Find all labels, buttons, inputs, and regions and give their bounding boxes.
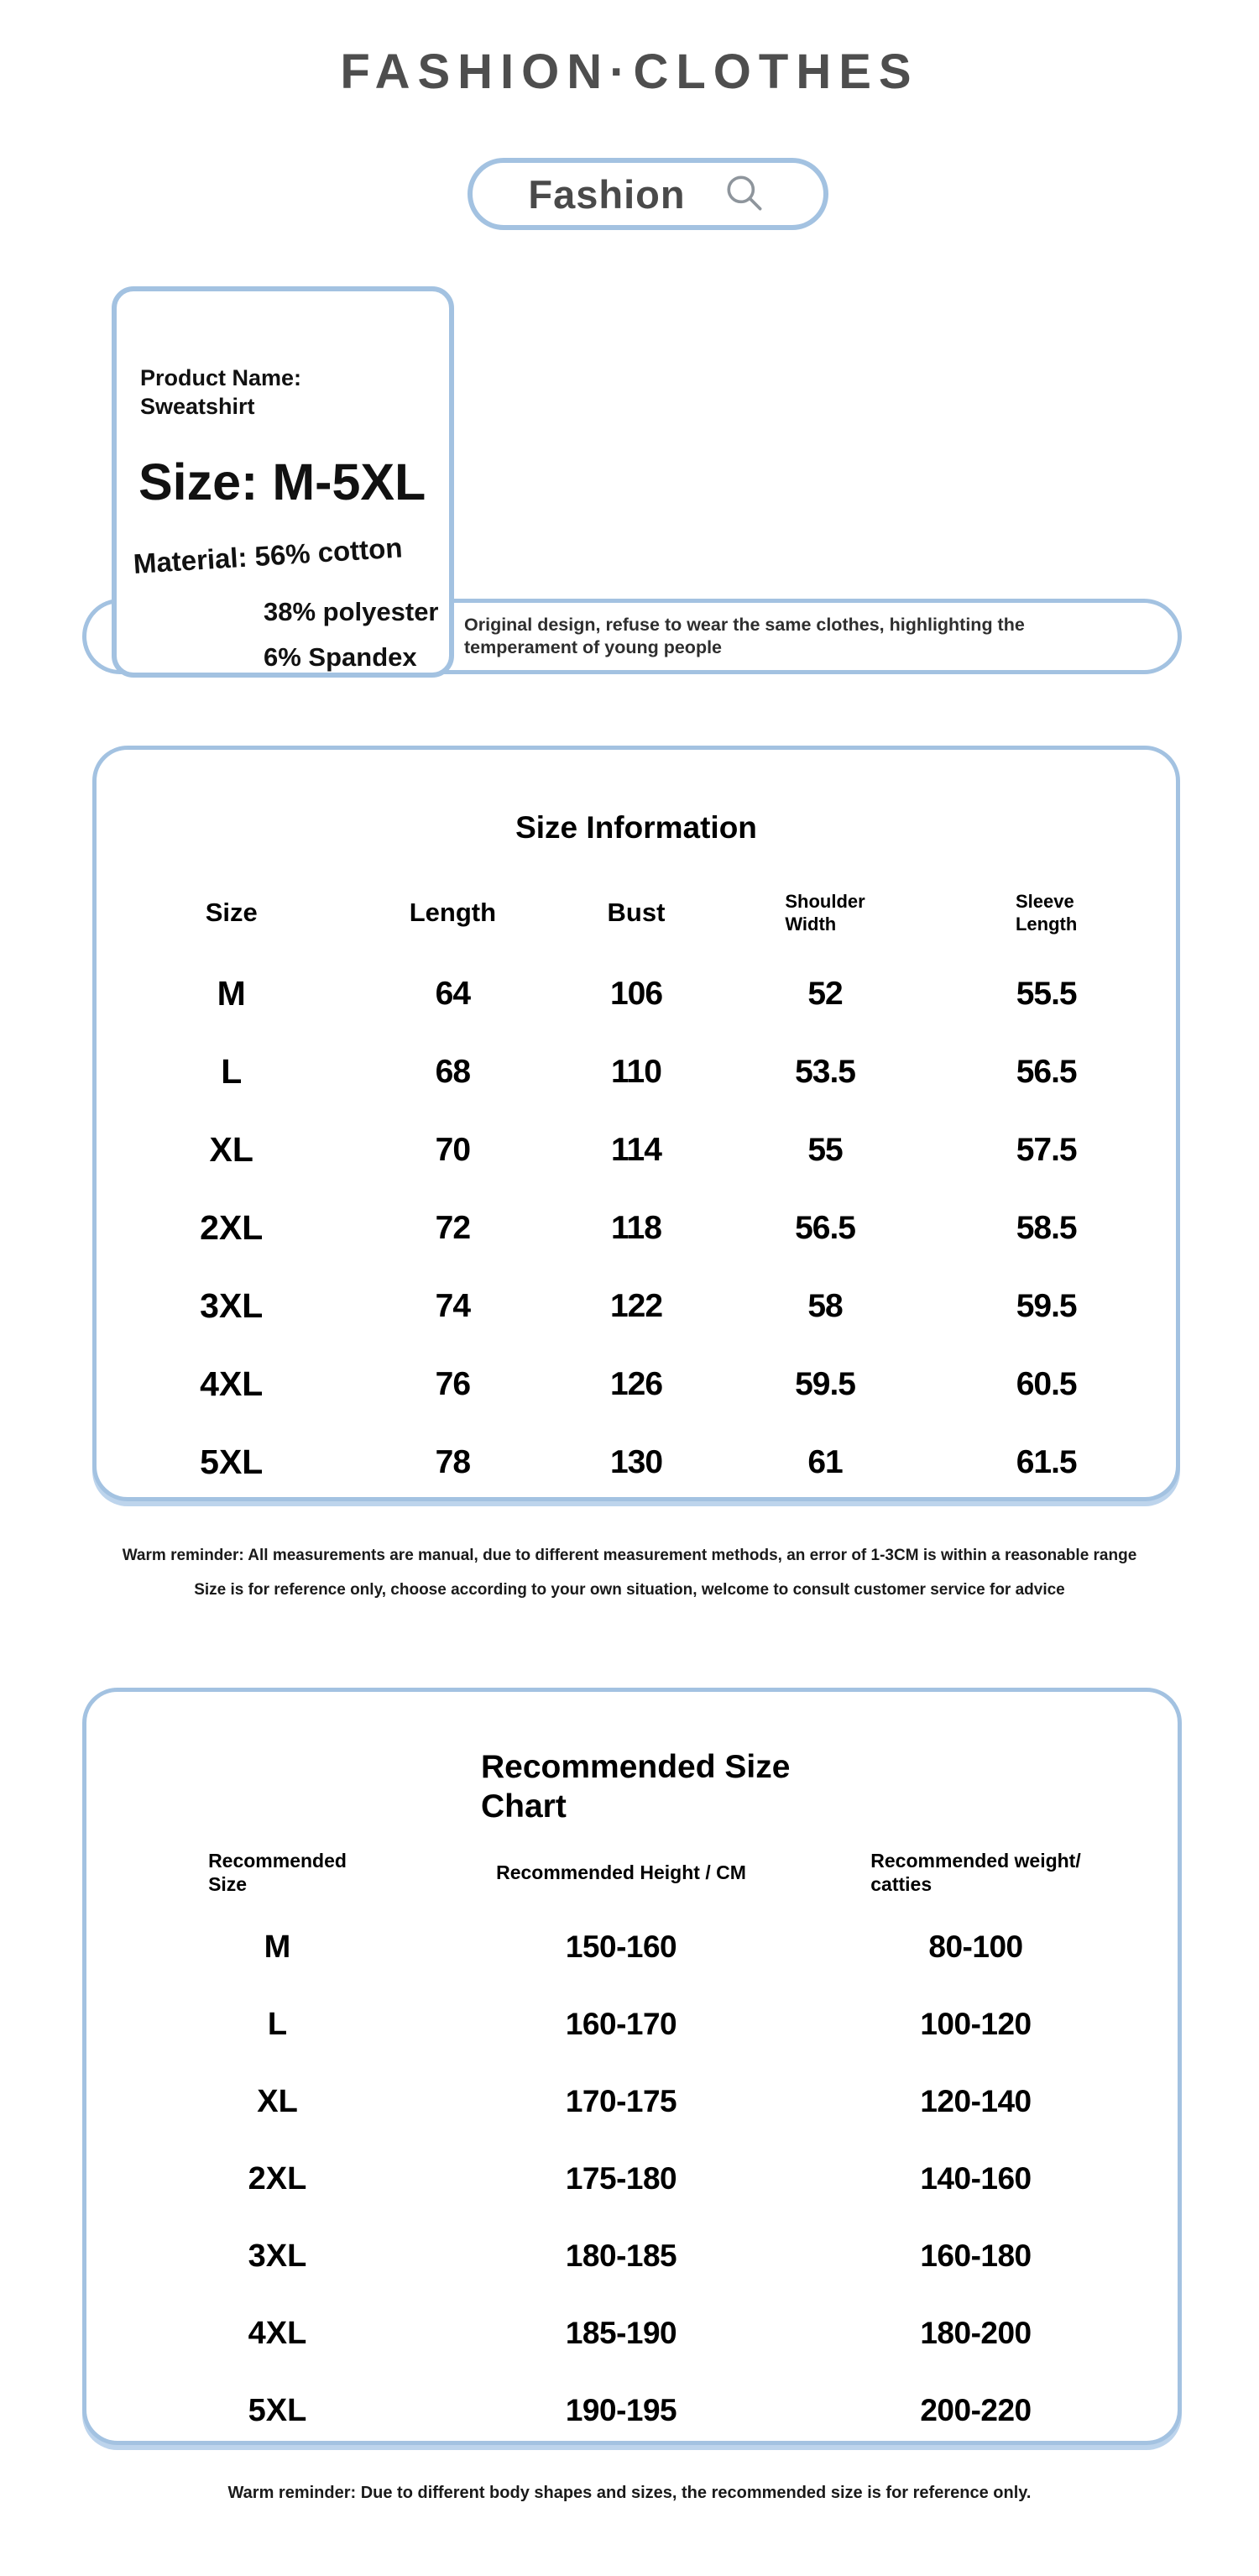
table-cell: 175-180 (565, 2161, 677, 2196)
table-cell: 58.5 (1016, 1209, 1077, 1246)
table-cell: 4XL (200, 1364, 264, 1403)
column-header-recommended-weight: Recommended weight/ catties (870, 1850, 1081, 1895)
column-header-bust: Bust (607, 898, 666, 927)
table-cell: 160-170 (565, 2007, 677, 2041)
table-cell: 59.5 (1016, 1287, 1077, 1324)
search-icon[interactable] (723, 171, 768, 217)
table-cell: L (267, 2006, 288, 2042)
table-cell: 180-200 (920, 2316, 1032, 2350)
table-cell: 2XL (248, 2160, 307, 2196)
product-name-label: Product Name: (140, 365, 302, 390)
table-cell: 160-180 (920, 2238, 1032, 2273)
size-warm-reminder (0, 1547, 1259, 1615)
table-cell: 106 (609, 975, 663, 1012)
column-header-recommended-size: Recommended Size (208, 1850, 347, 1895)
table-cell: 118 (611, 1209, 661, 1246)
column-header-length: Length (409, 898, 497, 927)
table-cell: 190-195 (565, 2393, 677, 2427)
table-cell: 185-190 (565, 2316, 677, 2350)
table-cell: L (221, 1052, 243, 1091)
material-line-3: 6% Spandex (264, 642, 417, 672)
column-header-shoulder-width: Shoulder Width (785, 891, 865, 935)
table-cell: 180-185 (565, 2238, 677, 2273)
search-label: Fashion (528, 171, 686, 217)
recommended-chart-title: Recommended Size Chart (481, 1749, 791, 1825)
table-cell: M (264, 1929, 291, 1965)
table-cell: 3XL (200, 1286, 264, 1325)
product-size-range: Size: M-5XL (138, 453, 426, 510)
table-cell: 5XL (248, 2392, 307, 2428)
table-cell: XL (257, 2083, 298, 2119)
table-cell: 200-220 (920, 2393, 1032, 2427)
table-cell: 130 (609, 1443, 663, 1480)
table-cell: 74 (435, 1287, 471, 1324)
product-name (140, 364, 301, 421)
table-cell: 57.5 (1016, 1131, 1077, 1168)
product-info-card (112, 286, 454, 678)
table-cell: 61 (807, 1443, 843, 1480)
table-cell: 4XL (248, 2315, 307, 2351)
table-cell: 56.5 (795, 1209, 855, 1246)
table-cell: 126 (609, 1365, 663, 1402)
table-cell: 59.5 (795, 1365, 855, 1402)
table-cell: 58 (807, 1287, 843, 1324)
table-cell: 170-175 (565, 2084, 677, 2118)
table-cell: 68 (435, 1053, 471, 1090)
table-cell: 110 (611, 1053, 661, 1090)
table-cell: 55 (807, 1131, 843, 1168)
table-cell: XL (209, 1130, 253, 1169)
table-cell: 80-100 (928, 1929, 1023, 1964)
table-cell: 5XL (200, 1442, 264, 1481)
table-cell: 70 (435, 1131, 471, 1168)
table-cell: M (217, 974, 246, 1013)
table-cell: 76 (435, 1365, 471, 1402)
table-cell: 78 (435, 1443, 471, 1480)
table-cell: 3XL (248, 2238, 307, 2274)
material-line-1: Material: 56% cotton (132, 531, 404, 579)
table-cell: 53.5 (795, 1053, 855, 1090)
table-cell: 56.5 (1016, 1053, 1077, 1090)
table-cell: 52 (807, 975, 843, 1012)
recommended-size-table (86, 1836, 1178, 2449)
product-name-value: Sweatshirt (140, 394, 255, 419)
table-cell: 55.5 (1016, 975, 1077, 1012)
table-cell: 2XL (200, 1208, 264, 1247)
recommended-size-chart-card (82, 1688, 1182, 2445)
table-cell: 122 (609, 1287, 663, 1324)
column-header-size: Size (205, 898, 258, 927)
reminder-line-2: Size is for reference only, choose according to your own situation, welcome to consult customer service for advice (194, 1581, 1065, 1599)
table-cell: 72 (435, 1209, 471, 1246)
reminder-line-1: Warm reminder: All measurements are manual, due to different measurement methods, an error of 1-3CM is within a reasonable range (122, 1547, 1137, 1564)
table-cell: 114 (611, 1131, 661, 1168)
table-cell: 120-140 (920, 2084, 1032, 2118)
table-cell: 100-120 (920, 2007, 1032, 2041)
table-cell: 60.5 (1016, 1365, 1077, 1402)
column-header-recommended-height: Recommended Height / CM (496, 1861, 746, 1883)
brand-title: FASHION·CLOTHES (340, 45, 919, 99)
table-cell: 64 (435, 975, 471, 1012)
recommended-warm-reminder: Warm reminder: Due to different body shapes and sizes, the recommended size is for reference only. (227, 2484, 1032, 2502)
size-information-card (92, 746, 1180, 1501)
table-cell: 150-160 (565, 1929, 677, 1964)
slogan-text: Original design, refuse to wear the same clothes, highlighting the temperament of young people (464, 615, 1025, 657)
column-header-sleeve-length: Sleeve Length (1015, 891, 1078, 935)
search-pill[interactable] (468, 158, 828, 230)
size-information-table (97, 871, 1176, 1501)
table-cell: 140-160 (920, 2161, 1032, 2196)
size-information-title: Size Information (515, 810, 757, 845)
material-line-2: 38% polyester (264, 597, 439, 626)
table-cell: 61.5 (1016, 1443, 1077, 1480)
